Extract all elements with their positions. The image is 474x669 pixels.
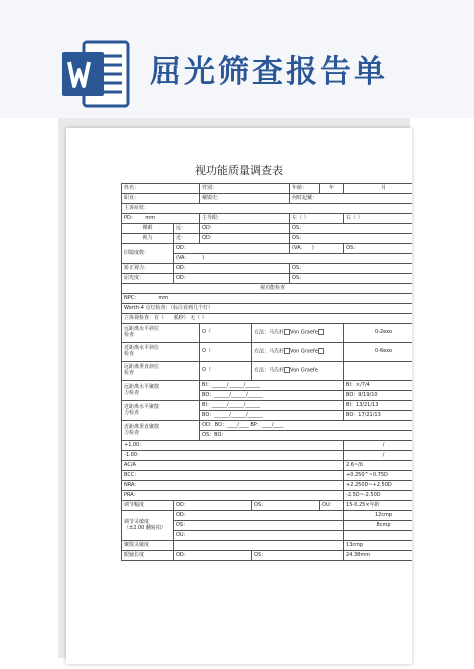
vergence-norm-cell: BO：17/21/13 [344, 411, 412, 421]
name-cell: 姓名： [122, 184, 200, 194]
worth-note: （标注看到几个灯） [170, 304, 213, 311]
label-line: 远距离水平聚散 [124, 383, 160, 390]
old-od-cell [174, 244, 290, 254]
amp-od-cell: OD： [174, 501, 252, 511]
plus-one-cell: +1.00： [122, 441, 344, 451]
table-row [122, 244, 413, 254]
checkbox-icon[interactable] [318, 329, 324, 335]
label-line: 检查 [124, 370, 135, 376]
table-row [122, 421, 413, 431]
table-row [122, 461, 413, 471]
table-row [122, 194, 413, 204]
label-line: （±2.00 翻转拍） [124, 524, 166, 531]
refraction-od-cell: OD： [174, 274, 290, 284]
axial-od-cell: OD： [174, 551, 252, 561]
method-label: 方法：马氏杆 [254, 348, 285, 355]
phoria-result-cell: 0-2exo [344, 324, 412, 343]
minus-one-cell: -1.00： [122, 451, 344, 461]
accommodation-facility-label [122, 511, 174, 541]
table-row [122, 551, 413, 561]
axial-length-label: 眼轴长度 [122, 551, 174, 561]
npc-label: NPC： [124, 294, 140, 301]
table-row [122, 294, 413, 304]
worth-label: Worth-4 点灯检查： [124, 304, 171, 311]
near-label: 近： [174, 234, 200, 244]
section-heading: 视功能检查 [122, 284, 413, 294]
pra-value: -2.5D~-2.50D [344, 491, 412, 501]
table-row [122, 343, 413, 362]
gender-cell: 性别： [200, 184, 290, 194]
table-row [122, 304, 413, 314]
label-line: 近距离垂直聚散 [124, 423, 160, 430]
facility-value: 12cmp [344, 511, 412, 521]
facility-od-cell: OD： [174, 511, 344, 521]
table-row [122, 234, 413, 244]
label-line: 检查 [124, 351, 135, 357]
dominant-eye-cell: 主导眼： [200, 214, 290, 224]
bcc-cell: BCC： [122, 471, 344, 481]
pd-cell [122, 214, 200, 224]
label-line: 力检查 [124, 429, 140, 436]
far-od-cell: OD： [200, 224, 290, 234]
label-line: 检查 [124, 332, 135, 338]
table-row [122, 214, 413, 224]
pra-cell: PRA： [122, 491, 344, 501]
table-row [122, 401, 413, 411]
method-label: 方法：马氏杆 [254, 367, 285, 374]
bp-label: BP： [250, 421, 262, 428]
vertical-od-cell: OD：BO：____/____ BP：____/____ [200, 421, 412, 431]
npc-cell [122, 294, 413, 304]
table-row [122, 204, 413, 214]
banner-title: 屈光筛查报告单 [150, 54, 388, 90]
stereo-none: 无（ ） [190, 314, 207, 321]
axial-value: 24.38mm [344, 551, 412, 561]
nra-cell: NRA： [122, 481, 344, 491]
table-row [122, 224, 413, 234]
axial-os-cell: OS： [252, 551, 344, 561]
facility-value [344, 531, 412, 541]
vergence-bo-cell: BO：______/______/______ [200, 411, 344, 421]
accommodation-amplitude-label: 调节幅度 [122, 501, 174, 511]
survey-form-table [121, 183, 412, 561]
stereo-cell [122, 314, 413, 324]
pd-unit: mm [145, 214, 156, 221]
old-va-close: ) [311, 244, 314, 251]
far-vergence-label [122, 381, 200, 401]
table-row [122, 381, 413, 391]
dominant-left-cell: 左（ ） [290, 214, 344, 224]
vergence-facility-value: 13cmp [344, 541, 412, 551]
document-title: 视功能质量调查表 [195, 164, 283, 177]
near-vertical-vergence-label [122, 421, 200, 441]
vergence-facility-label: 聚散灵敏度 [122, 541, 174, 551]
vg-label: Von Graefe [290, 348, 318, 355]
phoria-method-cell [252, 324, 344, 343]
phoria-method-cell [252, 362, 344, 381]
npc-unit: mm [158, 294, 169, 301]
vergence-norm-cell: BO：9/19/10 [344, 391, 412, 401]
old-va-cell [290, 244, 344, 254]
table-row [122, 471, 413, 481]
method-label: 方法：马氏杆 [254, 329, 285, 336]
nra-value: +2.250D~+2.50D [344, 481, 412, 491]
month-cell: 月 [344, 184, 412, 194]
bo-label: BO： [202, 391, 215, 398]
table-row [122, 184, 413, 194]
word-document-icon [60, 38, 132, 110]
os-bo-label: OS：BO： [202, 431, 227, 438]
table-row [122, 324, 413, 343]
near-os-cell: OS： [290, 234, 412, 244]
old-va-open: (VA： [292, 244, 306, 251]
vg-label: Von Graefe [290, 367, 318, 374]
near-vergence-label [122, 401, 200, 421]
table-row [122, 541, 413, 551]
old-va2-cell [174, 254, 413, 264]
far-label: 远： [174, 224, 200, 234]
amp-value: 15-0.25×年龄 [344, 501, 412, 511]
label-line: 近距离水平聚散 [124, 403, 160, 410]
vision-label: 视力 [122, 234, 174, 244]
label-line: 力检查 [124, 389, 140, 396]
worth-cell [122, 304, 413, 314]
bi-label: BI： [202, 401, 212, 408]
corrected-od-cell: OD： [174, 264, 290, 274]
minus-one-value: / [344, 451, 412, 461]
document-page [66, 128, 412, 664]
bi-label: BI： [202, 381, 212, 388]
refraction-label: 屈光度： [122, 274, 174, 284]
phoria-result-cell: 0-6exo [344, 343, 412, 362]
vg-label: Von Graefe [290, 329, 318, 336]
pd-label: PD： [124, 214, 136, 221]
table-row [122, 491, 413, 501]
vergence-facility-cell [174, 541, 344, 551]
facility-os-cell: OS： [174, 521, 344, 531]
table-row [122, 274, 413, 284]
label-line: 调节灵敏度 [124, 518, 150, 525]
near-od-cell: OD： [200, 234, 290, 244]
facility-value: 8cmp [344, 521, 412, 531]
glasses-since-cell: 何时起戴： [290, 194, 412, 204]
year-cell: 年 [320, 184, 344, 194]
age-cell: 年龄： [290, 184, 320, 194]
table-row [122, 481, 413, 491]
banner [0, 0, 474, 118]
old-os-cell: OS： [344, 244, 412, 254]
table-row [122, 284, 413, 294]
vergence-bi-cell: BI：______/______/______ [200, 381, 344, 391]
old-va2-close: ) [202, 254, 205, 261]
far-os-cell: OS： [290, 224, 412, 234]
table-row [122, 264, 413, 274]
refraction-os-cell: OS： [290, 274, 412, 284]
far-vertical-phoria-label [122, 362, 200, 381]
vergence-bo-cell: BO：______/______/______ [200, 391, 344, 401]
phoria-o-cell: O（ [200, 343, 252, 362]
label-line: 远距离水平斜位 [124, 326, 160, 333]
table-row [122, 511, 413, 521]
table-row [122, 451, 413, 461]
naked-eye-label: 裸眼 [122, 224, 174, 234]
dominant-right-cell: 右（ ） [344, 214, 412, 224]
bcc-value: +0.250^~0.75D [344, 471, 412, 481]
amp-ou-cell: OU： [320, 501, 344, 511]
complaint-cell: 主诉症状： [122, 204, 413, 214]
label-line: 近距离水平斜位 [124, 345, 160, 352]
phoria-o-cell: O（ [200, 324, 252, 343]
stereo-arc: 弧秒） [173, 314, 189, 321]
label-line: 远距离垂直斜位 [124, 364, 160, 371]
aca-value: 2.6~/δ [344, 461, 412, 471]
facility-ou-cell: OU： [174, 531, 344, 541]
phoria-result-cell [344, 362, 412, 381]
near-horizontal-phoria-label [122, 343, 200, 362]
bo-label: BO： [202, 411, 215, 418]
corrected-os-cell: OS： [290, 264, 412, 274]
table-row [122, 501, 413, 511]
glasses-history-cell: 戴镜史： [200, 194, 290, 204]
table-row [122, 441, 413, 451]
corrected-vision-label: 矫正视力： [122, 264, 174, 274]
old-glasses-label: 旧镜度数： [122, 244, 174, 264]
phoria-o-cell: O（ [200, 362, 252, 381]
vergence-bi-cell: BI：______/______/______ [200, 401, 344, 411]
aca-cell: AC/A [122, 461, 344, 471]
job-cell: 职业： [122, 194, 200, 204]
far-horizontal-phoria-label [122, 324, 200, 343]
amp-os-cell: OS： [252, 501, 320, 511]
table-row [122, 314, 413, 324]
stereo-label: 立体视检查：有（ [124, 314, 165, 321]
vergence-norm-cell: BI：13/21/13 [344, 401, 412, 411]
phoria-method-cell [252, 343, 344, 362]
old-od-label: OD： [176, 244, 189, 251]
od-bo-label: OD：BO： [202, 421, 228, 428]
checkbox-icon[interactable] [318, 348, 324, 354]
vergence-norm-cell: BI：×/7/4 [344, 381, 412, 391]
vertical-os-cell [200, 431, 412, 441]
old-va2-open: (VA： [176, 254, 190, 261]
table-row [122, 362, 413, 381]
plus-one-value: / [344, 441, 412, 451]
label-line: 力检查 [124, 409, 140, 416]
